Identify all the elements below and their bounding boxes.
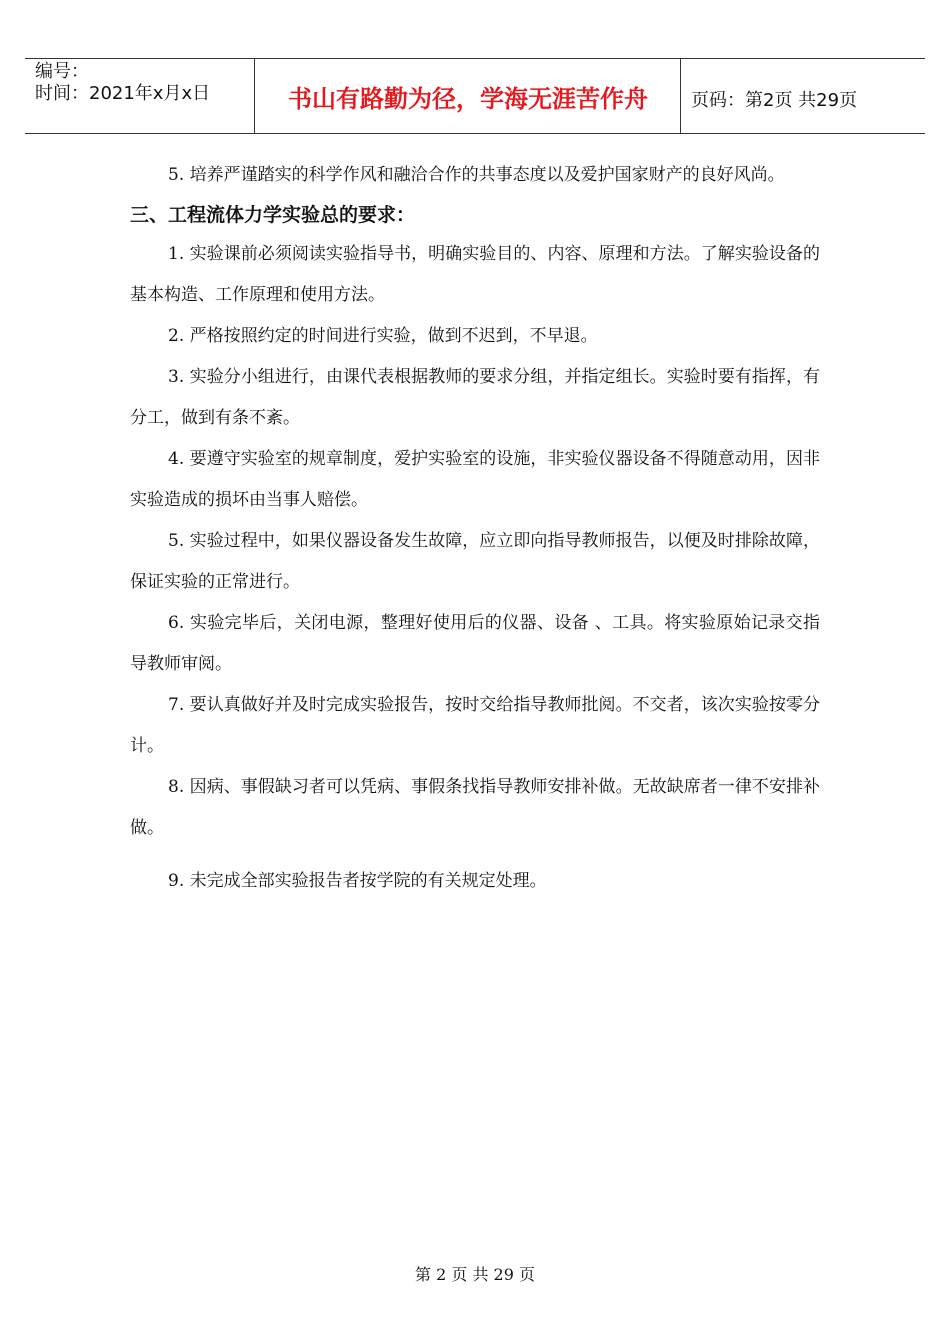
- header-meta: [35, 61, 210, 105]
- list-item: 2. 严格按照约定的时间进行实验，做到不迟到，不早退。: [168, 326, 598, 346]
- document-body: [130, 155, 820, 902]
- list-item: 9. 未完成全部实验报告者按学院的有关规定处理。: [168, 871, 547, 891]
- intro-item: 5. 培养严谨踏实的科学作风和融洽合作的共事态度以及爱护国家财产的良好风尚。: [168, 165, 785, 185]
- header-divider-right: [680, 59, 681, 133]
- list-item: 1. 实验课前必须阅读实验指导书，明确实验目的、内容、原理和方法。了解实验设备的基本构造、工作原理和使用方法。: [130, 244, 820, 305]
- header-page-info: 页码：第2页 共29页: [691, 90, 858, 111]
- list-item: 4. 要遵守实验室的规章制度，爱护实验室的设施，非实验仪器设备不得随意动用，因非实验造成的损坏由当事人赔偿。: [130, 449, 820, 510]
- list-item: 3. 实验分小组进行，由课代表根据教师的要求分组，并指定组长。实验时要有指挥，有分工，做到有条不紊。: [130, 367, 820, 428]
- header-number-label: 编号：: [35, 61, 89, 82]
- list-item: 8. 因病、事假缺习者可以凭病、事假条找指导教师安排补做。无故缺席者一律不安排补做。: [130, 777, 820, 838]
- header-time: 时间：2021年x月x日: [35, 83, 211, 104]
- list-item: 7. 要认真做好并及时完成实验报告，按时交给指导教师批阅。不交者，该次实验按零分计。: [130, 695, 820, 756]
- list-item: 6. 实验完毕后，关闭电源，整理好使用后的仪器、设备 、工具。将实验原始记录交指导教师审阅。: [130, 613, 820, 674]
- list-item: 5. 实验过程中，如果仪器设备发生故障，应立即向指导教师报告，以便及时排除故障，保证实验的正常进行。: [130, 531, 820, 592]
- page-footer: 第 2 页 共 29 页: [415, 1265, 535, 1284]
- header-motto: 书山有路勤为径，学海无涯苦作舟: [288, 85, 648, 113]
- page-header: [25, 58, 925, 134]
- section-title: 三、工程流体力学实验总的要求：: [130, 204, 416, 226]
